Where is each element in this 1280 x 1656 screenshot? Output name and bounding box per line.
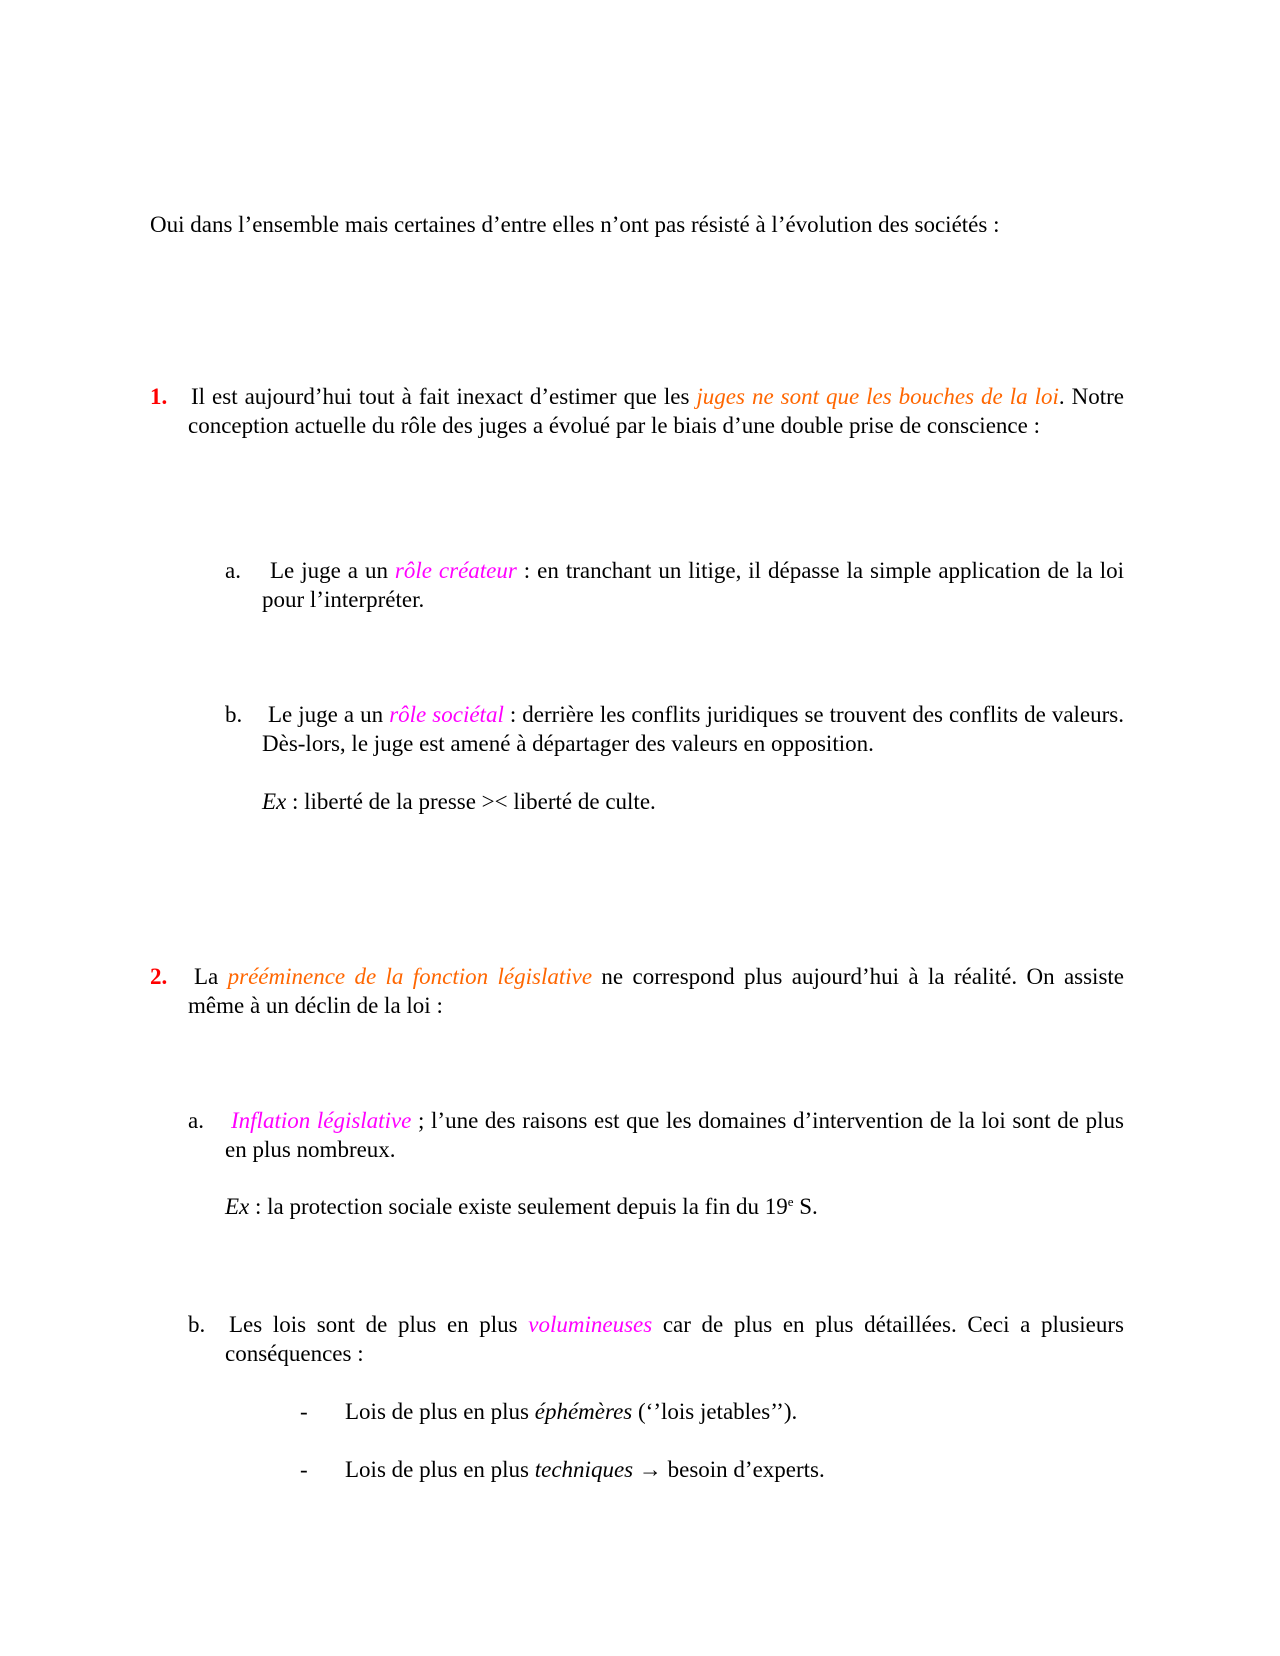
section-1-text-after: . Notre conception actuelle du rôle des juges a évolué par le biais d’une double prise de conscience : (188, 384, 1124, 438)
bullet-2-text-after: → besoin d’experts. (633, 1457, 825, 1482)
section-2-item-b-text-after: car de plus en plus détaillées. Ceci a plusieurs conséquences : (225, 1312, 1124, 1366)
section-1-item-a-text-after: : en tranchant un litige, il dépasse la simple application de la loi pour l’interpréter. (262, 558, 1124, 612)
section-2-item-a-marker: a. (188, 1108, 204, 1133)
section-1-item-b-example (262, 787, 1124, 816)
section-2-item-b-marker: b. (188, 1312, 206, 1337)
section-1-paragraph (188, 382, 1124, 440)
bullet-1-text-before: Lois de plus en plus (345, 1399, 535, 1424)
section-2-number: 2. (150, 964, 168, 989)
section-2-item-b-highlight: volumineuses (528, 1312, 653, 1337)
bullet-2-text-before: Lois de plus en plus (345, 1457, 535, 1482)
bullet-1-text-after: (‘’lois jetables’’). (632, 1399, 798, 1424)
section-1-item-a-marker: a. (225, 558, 241, 583)
bullet-1-dash: - (300, 1399, 308, 1424)
section-2-item-b-paragraph (225, 1310, 1124, 1368)
section-1-item-a-text-before: Le juge a un (270, 558, 395, 583)
bullet-1-italic: éphémères (534, 1399, 633, 1424)
section-1-item-b-paragraph (262, 700, 1124, 758)
bullet-2-text (345, 1455, 1124, 1484)
section-2-item-a-paragraph (225, 1106, 1124, 1164)
bullet-2-dash: - (300, 1457, 308, 1482)
section-2-item-a-example-end: S. (793, 1194, 818, 1219)
section-1-item-b-text-before: Le juge a un (268, 702, 390, 727)
intro-paragraph: Oui dans l’ensemble mais certaines d’entre elles n’ont pas résisté à l’évolution des sociétés : (150, 212, 1000, 237)
section-1-number: 1. (150, 384, 168, 409)
section-2-item-a-example-text: : la protection sociale existe seulement depuis la fin du 19 (249, 1194, 788, 1219)
section-2-item-b-text-before: Les lois sont de plus en plus (229, 1312, 529, 1337)
section-1-item-b-marker: b. (225, 702, 243, 727)
section-1-highlight: juges ne sont que les bouches de la loi (696, 384, 1059, 409)
section-2-text-after: ne correspond plus aujourd’hui à la réalité. On assiste même à un déclin de la loi : (188, 964, 1125, 1018)
section-1-item-b-example-label: Ex (262, 789, 287, 814)
section-2-item-a-example (225, 1192, 1124, 1221)
section-1-item-a-highlight: rôle créateur (394, 558, 517, 583)
bullet-1-text (345, 1397, 1124, 1426)
section-2-paragraph (188, 962, 1124, 1020)
section-2-item-a-example-sup: e (787, 1194, 794, 1209)
section-1-item-b-example-text: : liberté de la presse >< liberté de culte. (286, 789, 656, 814)
section-1-text-before: Il est aujourd’hui tout à fait inexact d’estimer que les (191, 384, 697, 409)
section-2-item-a-example-label: Ex (225, 1194, 250, 1219)
section-1-item-b-highlight: rôle sociétal (389, 702, 504, 727)
section-1-item-b-text-after: : derrière les conflits juridiques se trouvent des conflits de valeurs. Dès-lors, le juge est amené à départager des valeurs en opposition. (262, 702, 1124, 756)
section-1-item-a-paragraph (262, 556, 1124, 614)
section-2-highlight: prééminence de la fonction législative (227, 964, 593, 989)
section-2-text-before: La (194, 964, 228, 989)
section-2-item-a-text-after: ; l’une des raisons est que les domaines d’intervention de la loi sont de plus en plus nombreux. (225, 1108, 1124, 1162)
section-2-item-a-highlight: Inflation législative (231, 1108, 412, 1133)
bullet-2-italic: techniques (534, 1457, 634, 1482)
